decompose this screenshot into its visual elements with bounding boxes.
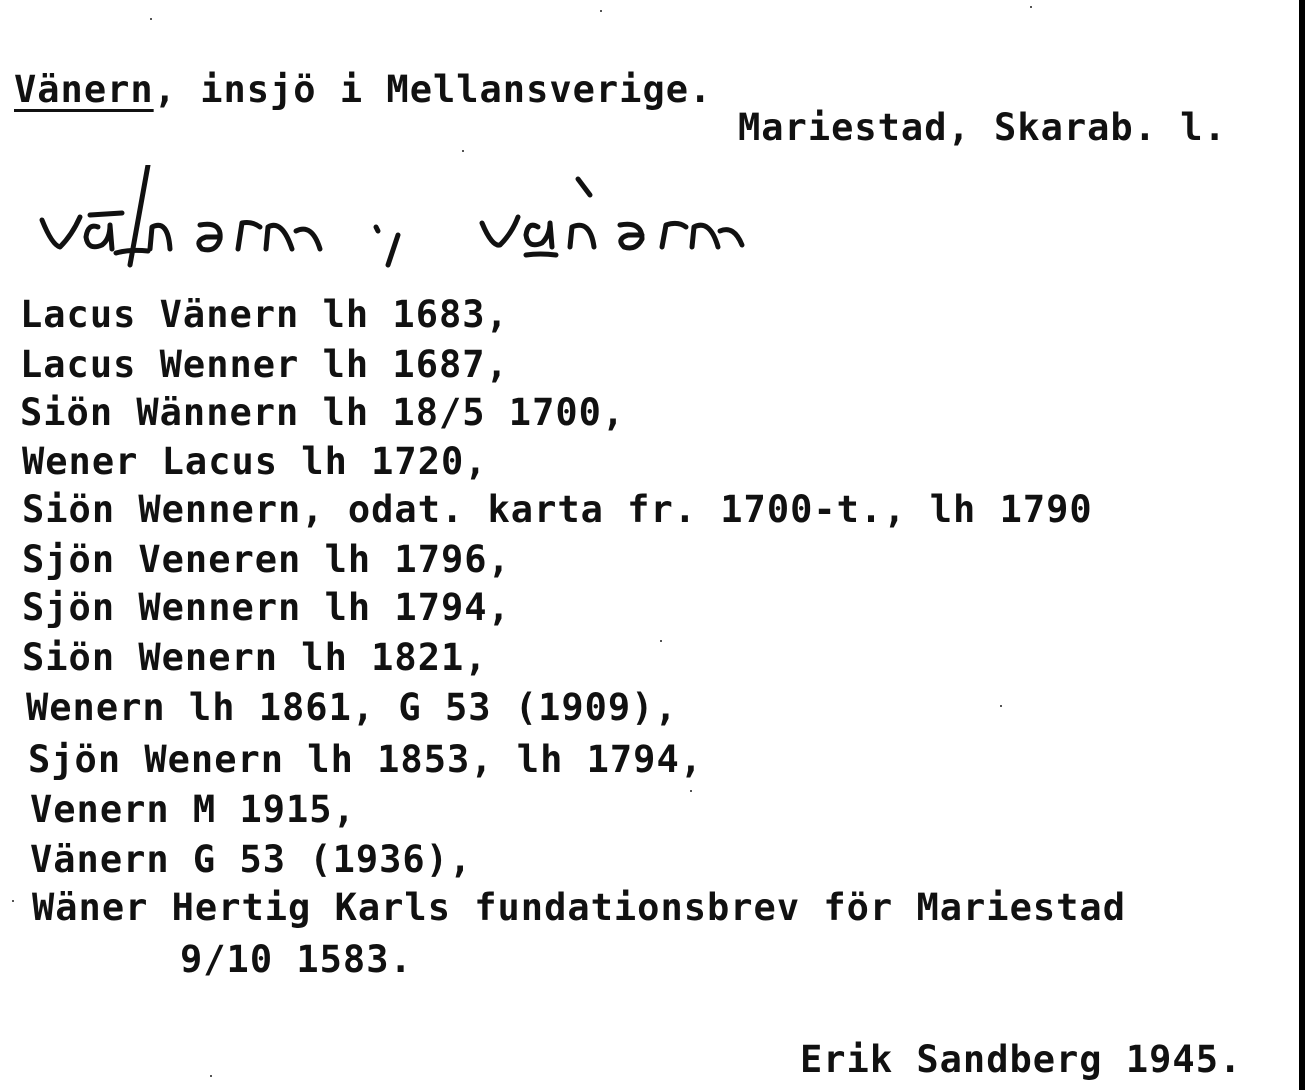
form-line: Lacus Wenner lh 1687,	[20, 343, 509, 386]
form-line: Siön Wenern lh 1821,	[22, 636, 488, 679]
signature: Erik Sandberg 1945.	[800, 1038, 1243, 1081]
form-line: Sjön Veneren lh 1796,	[22, 538, 511, 581]
form-line: Sjön Wennern lh 1794,	[22, 586, 511, 629]
scan-speck	[12, 900, 14, 902]
headword: Vänern	[14, 68, 154, 111]
form-line: Venern M 1915,	[30, 788, 356, 831]
scan-speck	[690, 790, 692, 792]
form-line: Wener Lacus lh 1720,	[22, 440, 488, 483]
card-edge	[1299, 0, 1305, 1090]
form-line: Wäner Hertig Karls fundationsbrev för Mariestad	[32, 886, 1126, 929]
scan-speck	[600, 10, 602, 12]
form-line: Wenern lh 1861, G 53 (1909),	[26, 686, 678, 729]
form-line: Lacus Vänern lh 1683,	[20, 293, 509, 336]
scan-speck	[150, 18, 152, 20]
handwritten-pronunciation	[30, 165, 830, 275]
location: Mariestad, Skarab. l.	[738, 106, 1227, 149]
scan-speck	[1030, 6, 1032, 8]
scan-speck	[660, 640, 662, 642]
scan-speck	[462, 150, 464, 152]
scan-speck	[1000, 705, 1002, 707]
form-line-continuation: 9/10 1583.	[180, 938, 413, 981]
form-line: Sjön Wenern lh 1853, lh 1794,	[28, 738, 704, 781]
form-line: Siön Wennern, odat. karta fr. 1700-t., lh 1790	[22, 488, 1093, 531]
scan-speck	[210, 1075, 212, 1077]
header-line	[14, 70, 712, 110]
description: , insjö i Mellansverige.	[153, 68, 713, 111]
form-line: Vänern G 53 (1936),	[30, 838, 473, 881]
form-line: Siön Wännern lh 18/5 1700,	[20, 391, 626, 434]
